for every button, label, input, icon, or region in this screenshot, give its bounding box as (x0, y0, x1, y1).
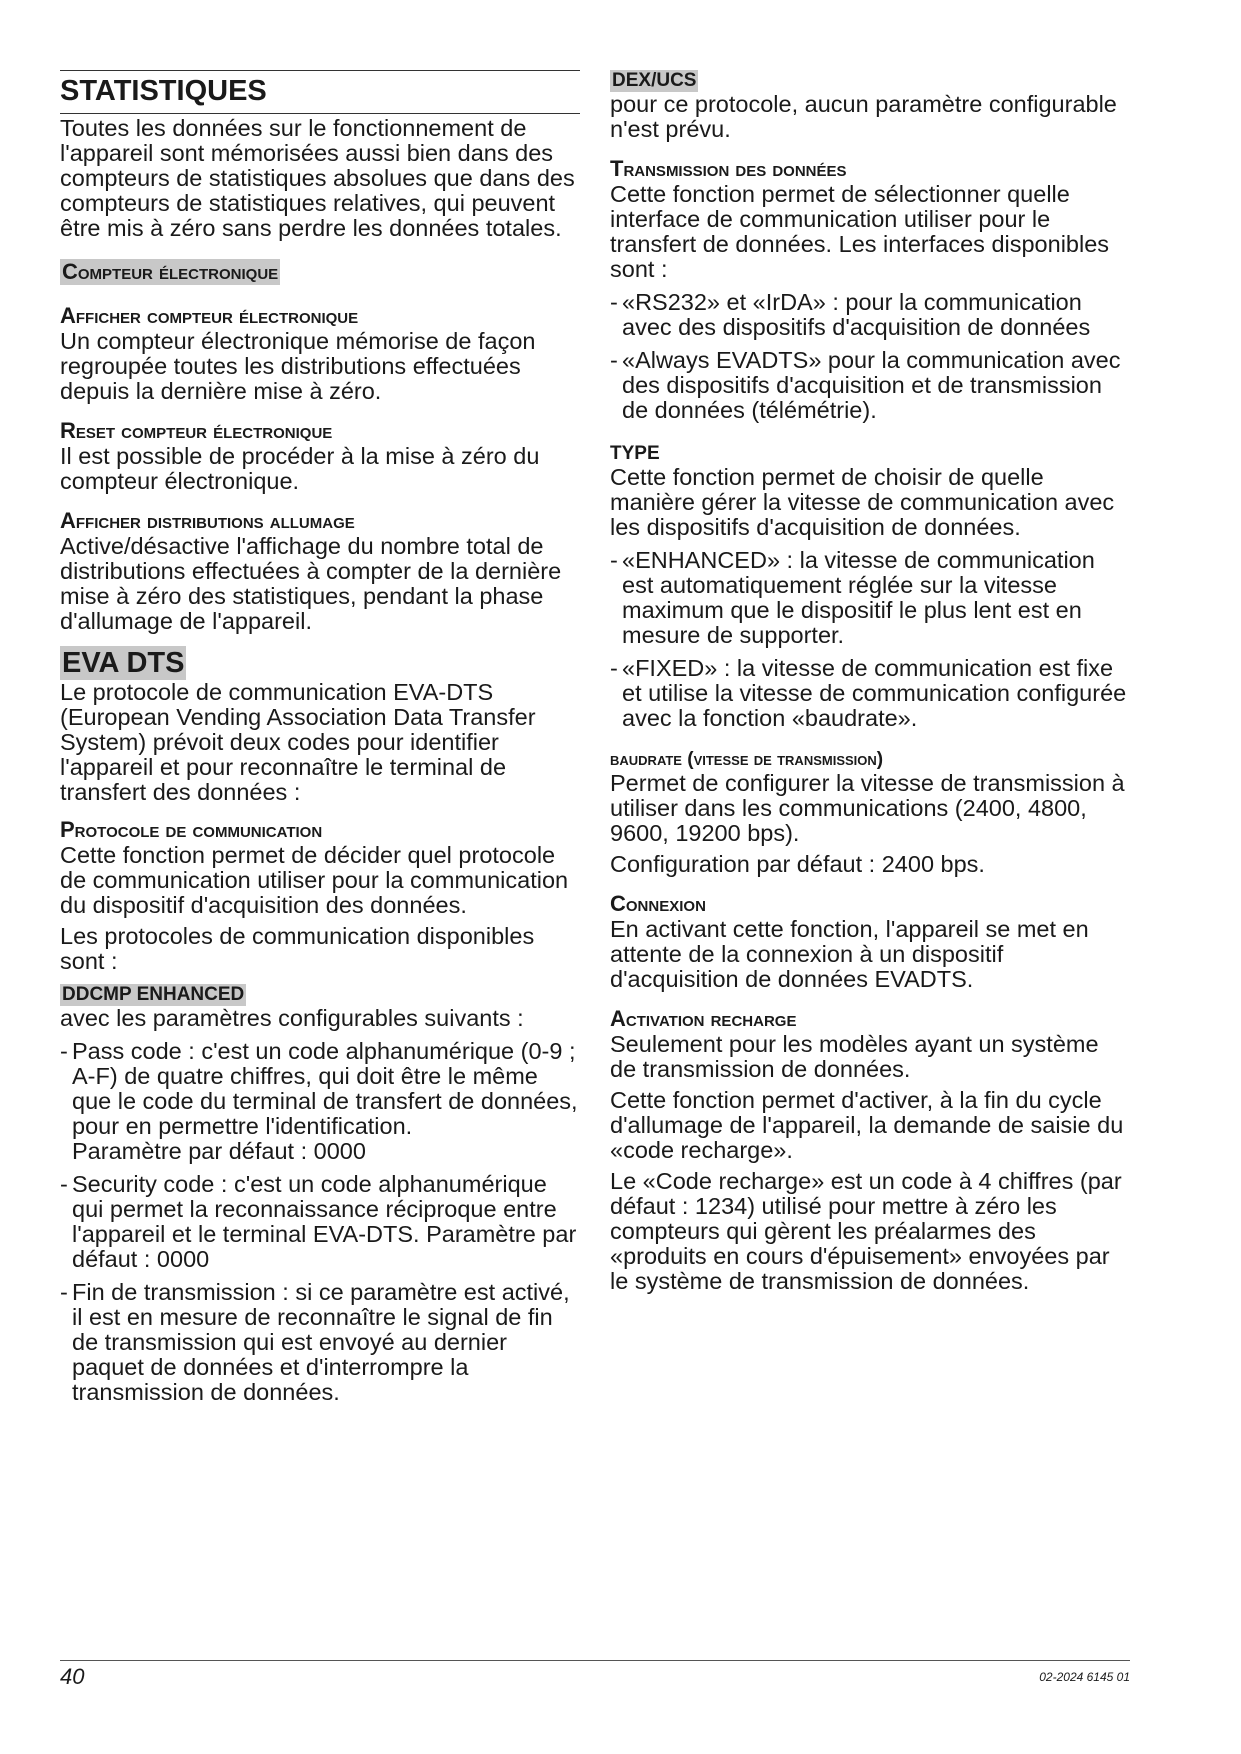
left-column (60, 70, 580, 1405)
activation-text1: Seulement pour les modèles ayant un système de transmission de données. (610, 1031, 1099, 1082)
connexion-text: En activant cette fonction, l'appareil se met en attente de la connexion à un dispositif d'acquisition de données EVADTS. (610, 916, 1089, 992)
page-number: 40 (60, 1664, 85, 1689)
activation-text2: Cette fonction permet d'activer, à la fin du cycle d'allumage de l'appareil, la demande de saisie du «code recharge». (610, 1087, 1124, 1163)
afficher-compteur-heading: Afficher compteur électronique (60, 303, 359, 328)
list-item: - Pass code : c'est un code alphanumérique (0-9 ; A-F) de quatre chiffres, qui doit être le même que le code du terminal de transfert de données, pour en permettre l'identification. Paramètre par défaut : 0000 (60, 1038, 578, 1164)
activation-text3: Le «Code recharge» est un code à 4 chiffres (par défaut : 1234) utilisé pour mettre à zéro les compteurs qui gèrent les préalarmes des «produits en cours d'épuisement» envoyées par le système de transmission de données. (610, 1168, 1122, 1294)
document-code: 02-2024 6145 01 (1039, 1670, 1130, 1684)
footer-rule (60, 1660, 1130, 1661)
baudrate-text1: Permet de configurer la vitesse de transmission à utiliser dans les communications (2400, 4800, 9600, 19200 bps). (610, 770, 1125, 846)
ddcmp-text: avec les paramètres configurables suivants : (60, 1005, 524, 1031)
afficher-compteur-text: Un compteur électronique mémorise de façon regroupée toutes les distributions effectuées depuis la dernière mise à zéro. (60, 328, 536, 404)
eva-title: EVA DTS (62, 647, 185, 679)
list-item: - Fin de transmission : si ce paramètre est activé, il est en mesure de reconnaître le signal de fin de transmission qui est envoyé au dernier paquet de données et d'interrompre la transmission de données. (60, 1279, 570, 1405)
connexion-heading: Connexion (610, 891, 706, 916)
baudrate-heading: baudrate (vitesse de transmission) (610, 749, 884, 770)
type-heading: TYPE (610, 443, 660, 464)
type-text: Cette fonction permet de choisir de quelle manière gérer la vitesse de communication avec les dispositifs d'acquisition de données. (610, 464, 1115, 540)
statistiques-intro: Toutes les données sur le fonctionnement de l'appareil sont mémorisées aussi bien dans des compteurs de statistiques absolues que dans des compteurs de statistiques relatives, qui peuvent être mis à zéro sans perdre les données totales. (60, 115, 575, 241)
list-item: - «Always EVADTS» pour la communication avec des dispositifs d'acquisition et de transmission de données (télémétrie). (610, 347, 1121, 423)
baudrate-text2: Configuration par défaut : 2400 bps. (610, 851, 985, 877)
dex-heading: DEX/UCS (612, 70, 697, 91)
protocole-text1: Cette fonction permet de décider quel protocole de communication utiliser pour la communication du dispositif d'acquisition des données. (60, 842, 569, 918)
list-item: - Security code : c'est un code alphanumérique qui permet la reconnaissance réciproque entre l'appareil et le terminal EVA-DTS. Paramètre par défaut : 0000 (60, 1171, 577, 1272)
afficher-distrib-heading: Afficher distributions allumage (60, 508, 355, 533)
transmission-heading: Transmission des données (610, 156, 847, 181)
transmission-text: Cette fonction permet de sélectionner quelle interface de communication utiliser pour le transfert de données. Les interfaces disponibles sont : (610, 181, 1110, 282)
ddcmp-heading: DDCMP ENHANCED (62, 984, 245, 1005)
protocole-heading: Protocole de communication (60, 817, 323, 842)
statistiques-title: STATISTIQUES (60, 75, 267, 107)
protocole-text2: Les protocoles de communication disponibles sont : (60, 923, 535, 974)
afficher-distrib-text: Active/désactive l'affichage du nombre total de distributions effectuées à compter de la dernière mise à zéro des statistiques, pendant la phase d'allumage de l'appareil. (60, 533, 562, 634)
dex-text: pour ce protocole, aucun paramètre configurable n'est prévu. (610, 91, 1117, 142)
reset-heading: Reset compteur électronique (60, 418, 333, 443)
compteur-heading: Compteur électronique (62, 259, 279, 284)
eva-intro: Le protocole de communication EVA-DTS (European Vending Association Data Transfer System) prévoit deux codes pour identifier l'appareil et pour reconnaître le terminal de transfert des données : (60, 679, 536, 805)
list-item: - «FIXED» : la vitesse de communication est fixe et utilise la vitesse de communication configurée avec la fonction «baudrate». (610, 655, 1127, 731)
right-column (610, 70, 1130, 1294)
activation-heading: Activation recharge (610, 1006, 797, 1031)
reset-text: Il est possible de procéder à la mise à zéro du compteur électronique. (60, 443, 540, 494)
list-item: - «RS232» et «IrDA» : pour la communication avec des dispositifs d'acquisition de données (610, 289, 1091, 340)
list-item: - «ENHANCED» : la vitesse de communication est automatiquement réglée sur la vitesse maximum que le dispositif le plus lent est en mesure de supporter. (610, 547, 1095, 648)
